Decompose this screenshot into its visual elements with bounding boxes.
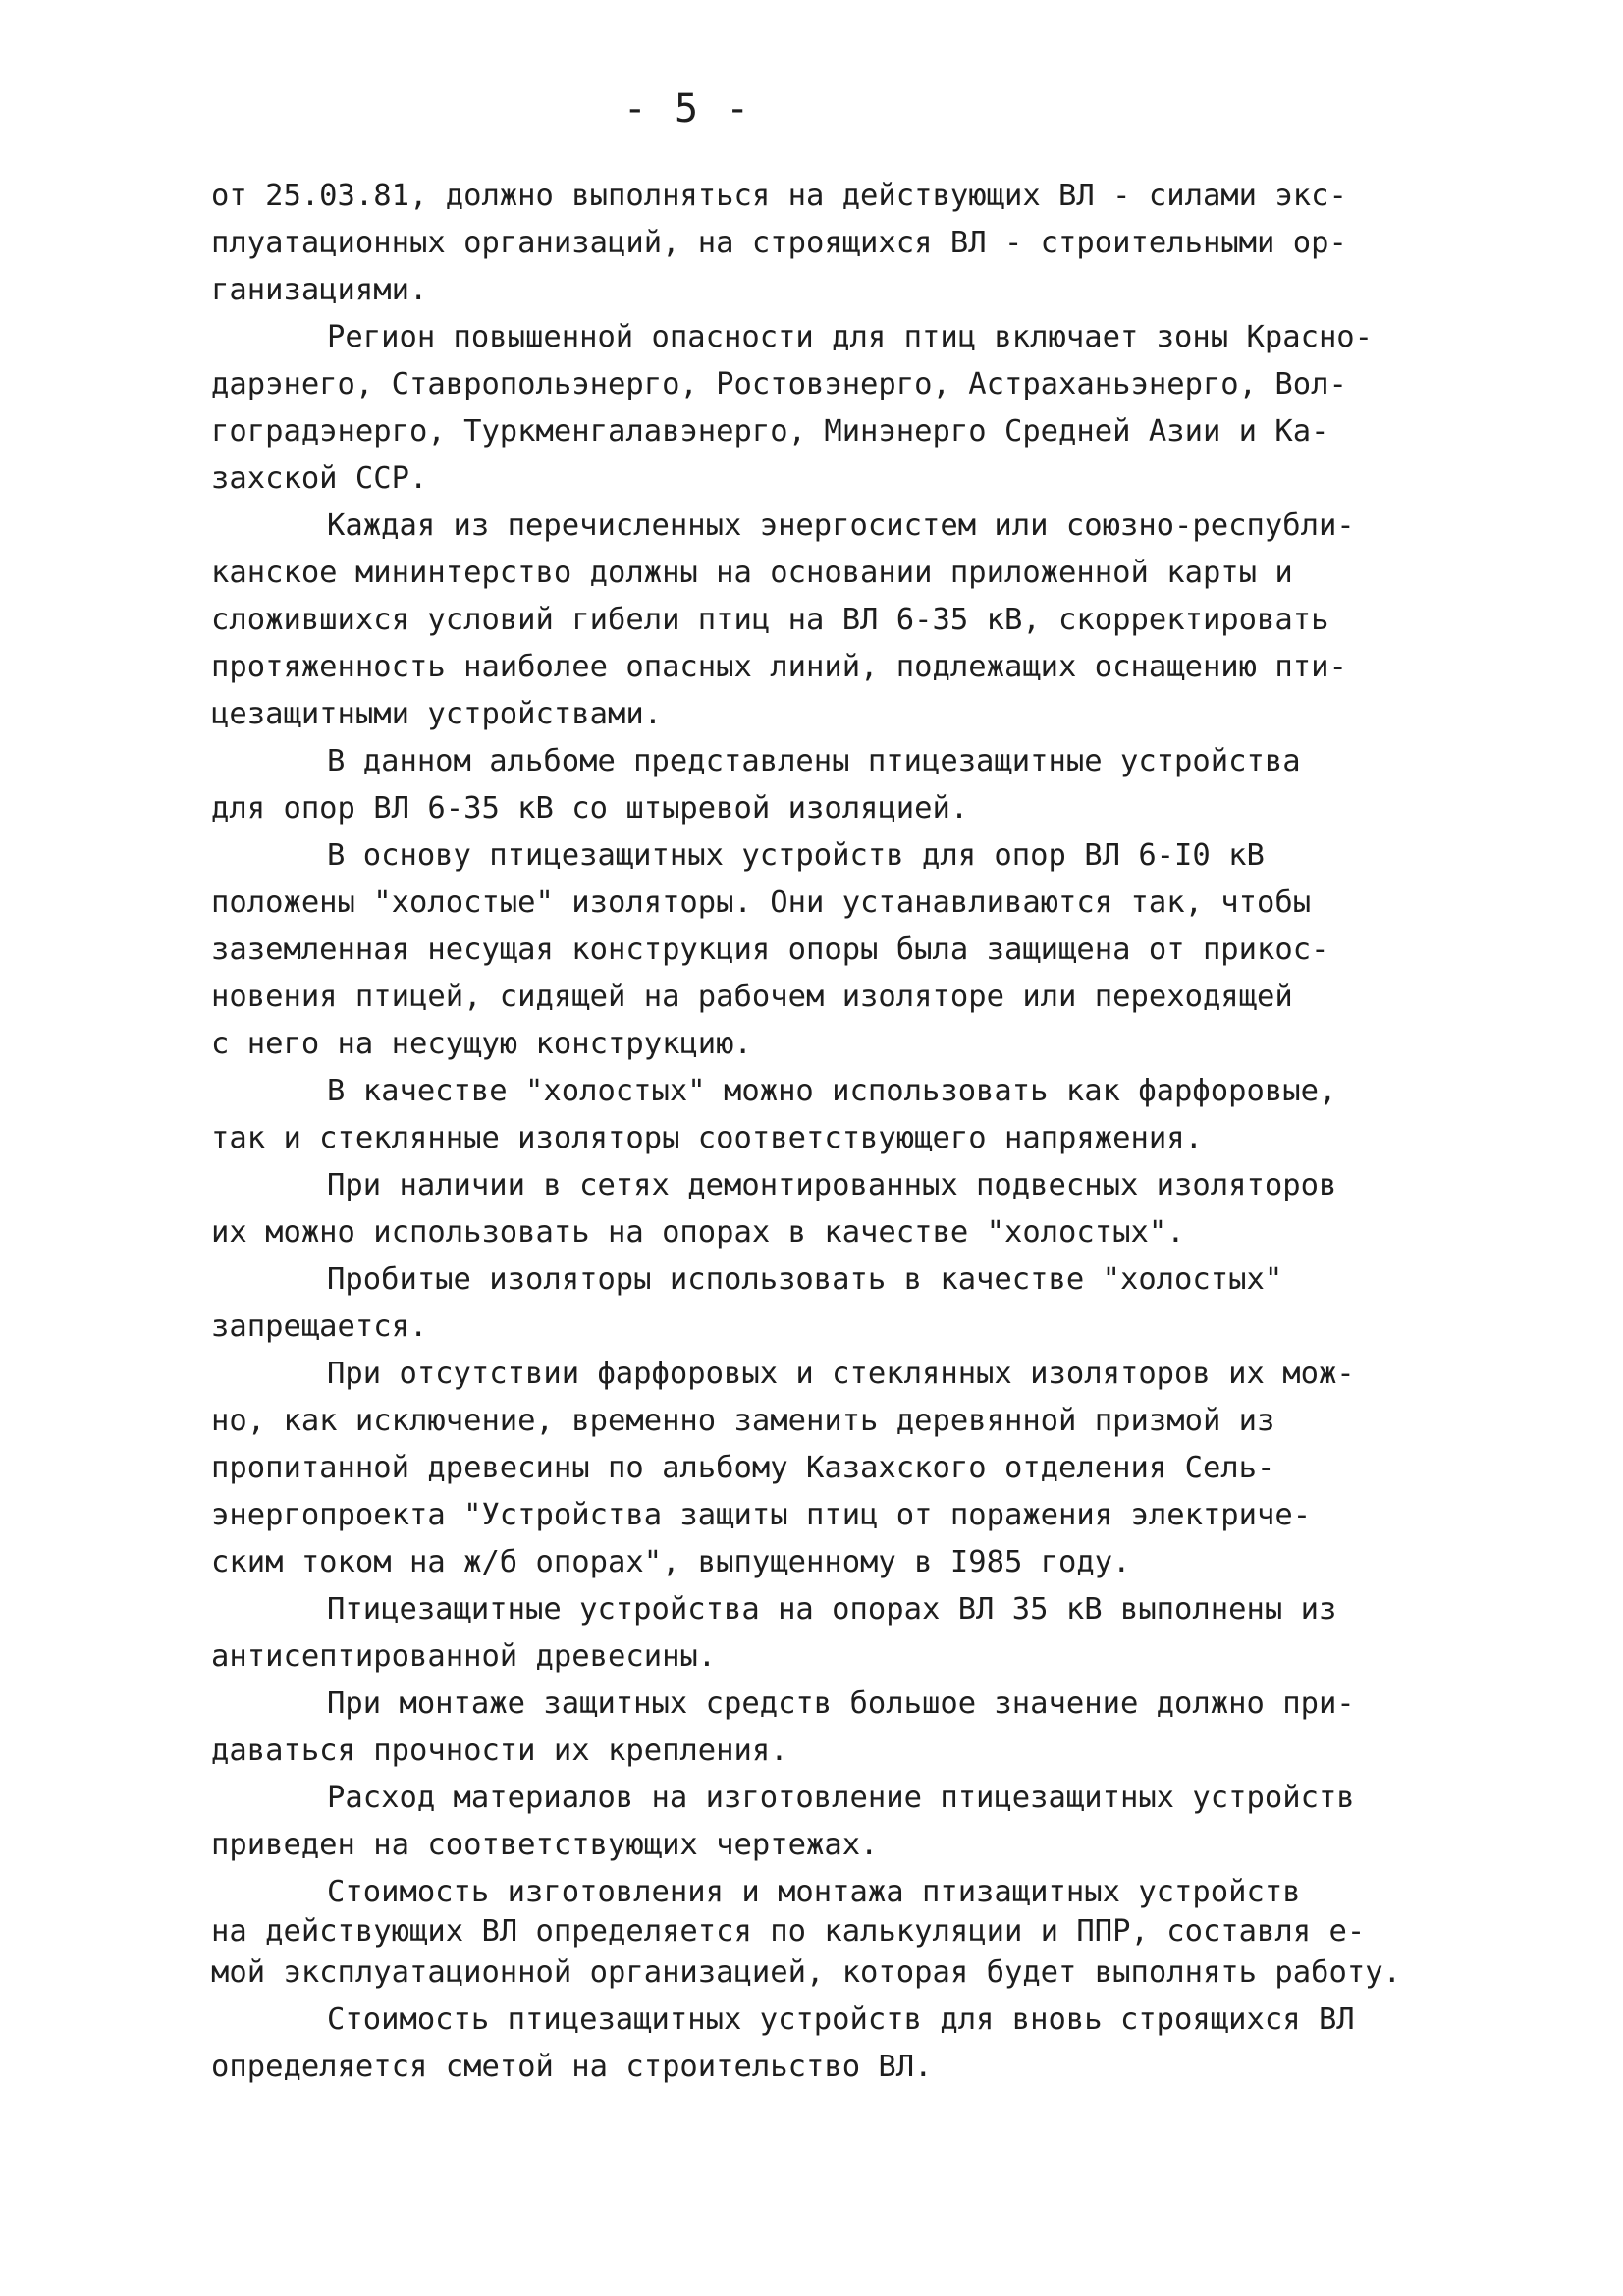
text-line: от 25.03.81, должно выполняться на действующих ВЛ - силами экс- bbox=[211, 179, 1347, 213]
text-line: При наличии в сетях демонтированных подвесных изоляторов bbox=[327, 1168, 1337, 1202]
text-line: гоградэнерго, Туркменгалавэнерго, Минэнерго Средней Азии и Ка- bbox=[211, 414, 1329, 449]
text-line: но, как исключение, временно заменить деревянной призмой из bbox=[211, 1404, 1275, 1438]
text-line: Стоимость изготовления и монтажа птизащитных устройств bbox=[327, 1875, 1301, 1909]
text-line: новения птицей, сидящей на рабочем изоляторе или переходящей bbox=[211, 980, 1293, 1014]
text-line: При отсутствии фарфоровых и стеклянных изоляторов их мож- bbox=[327, 1357, 1355, 1391]
text-line: антисептированной древесины. bbox=[211, 1639, 717, 1674]
text-line: запрещается. bbox=[211, 1309, 428, 1344]
text-line: заземленная несущая конструкция опоры была защищена от прикос- bbox=[211, 933, 1329, 967]
text-line: В качестве "холостых" можно использовать как фарфоровые, bbox=[327, 1074, 1337, 1108]
text-line: цезащитными устройствами. bbox=[211, 697, 663, 731]
text-line: Расход материалов на изготовление птицезащитных устройств bbox=[327, 1781, 1355, 1815]
text-line: канское мининтерство должны на основании приложенной карты и bbox=[211, 556, 1293, 590]
text-line: на действующих ВЛ определяется по калькуляции и ППР, составля е- bbox=[211, 1914, 1366, 1949]
text-line: плуатационных организаций, на строящихся ВЛ - строительными ор- bbox=[211, 226, 1347, 260]
text-line: энергопроекта "Устройства защиты птиц от поражения электриче- bbox=[211, 1498, 1312, 1532]
text-line: так и стеклянные изоляторы соответствующего напряжения. bbox=[211, 1121, 1203, 1155]
text-line: для опор ВЛ 6-35 кВ со штыревой изоляцией. bbox=[211, 791, 969, 826]
text-line: захской ССР. bbox=[211, 461, 428, 496]
text-line: мой эксплуатационной организацией, которая будет выполнять работу. bbox=[211, 1955, 1401, 1990]
text-line: приведен на соответствующих чертежах. bbox=[211, 1828, 879, 1862]
text-line: определяется сметой на строительство ВЛ. bbox=[211, 2050, 933, 2084]
text-line: дарэнего, Ставропольэнерго, Ростовэнерго, Астраханьэнерго, Вол- bbox=[211, 367, 1347, 401]
text-line: их можно использовать на опорах в качестве "холостых". bbox=[211, 1215, 1185, 1250]
text-line: Стоимость птицезащитных устройств для вновь строящихся ВЛ bbox=[327, 2002, 1355, 2037]
text-line: ганизациями. bbox=[211, 273, 428, 307]
text-line: сложившихся условий гибели птиц на ВЛ 6-35 кВ, скорректировать bbox=[211, 603, 1329, 637]
text-line: Пробитые изоляторы использовать в качестве "холостых" bbox=[327, 1262, 1283, 1297]
page-number: - 5 - bbox=[622, 86, 752, 132]
text-line: даваться прочности их крепления. bbox=[211, 1734, 788, 1768]
text-line: положены "холостые" изоляторы. Они устанавливаются так, чтобы bbox=[211, 885, 1312, 920]
text-line: При монтаже защитных средств большое значение должно при- bbox=[327, 1686, 1355, 1721]
text-line: с него на несущую конструкцию. bbox=[211, 1027, 752, 1061]
text-line: протяженность наиболее опасных линий, подлежащих оснащению пти- bbox=[211, 650, 1347, 684]
text-line: В основу птицезащитных устройств для опор ВЛ 6-I0 кВ bbox=[327, 838, 1265, 873]
text-line: Каждая из перечисленных энергосистем или союзно-республи- bbox=[327, 508, 1355, 543]
text-line: Регион повышенной опасности для птиц включает зоны Красно- bbox=[327, 320, 1374, 354]
text-line: Птицезащитные устройства на опорах ВЛ 35 кВ выполнены из bbox=[327, 1592, 1337, 1627]
text-line: В данном альбоме представлены птицезащитные устройства bbox=[327, 744, 1301, 778]
text-line: пропитанной древесины по альбому Казахского отделения Сель- bbox=[211, 1451, 1275, 1485]
text-line: ским током на ж/б опорах", выпущенному в I985 году. bbox=[211, 1545, 1131, 1579]
